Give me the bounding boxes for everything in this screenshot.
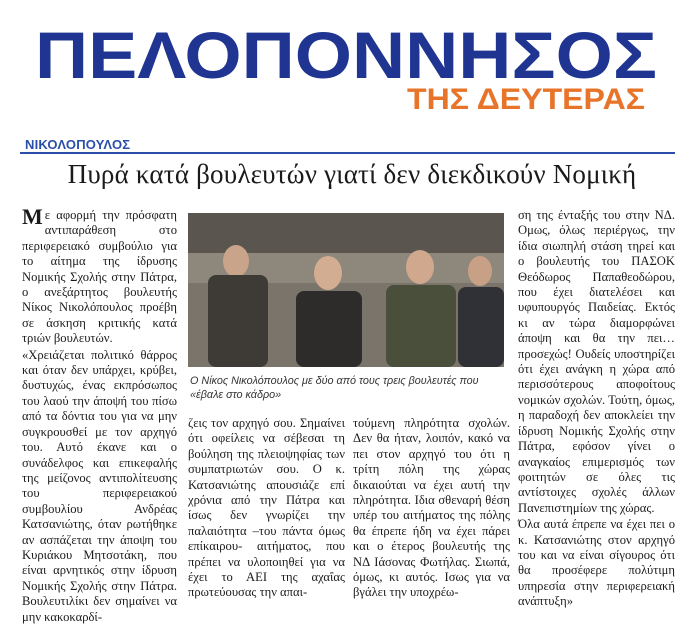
photo-caption: Ο Νίκος Νικολόπουλος με δύο από τους τρεις βουλευτές που «έβαλε στο κάδρο»: [190, 375, 479, 401]
masthead-subtitle: ΤΗΣ ΔΕΥΤΕΡΑΣ: [407, 83, 645, 116]
article-column-1: [22, 204, 177, 626]
article-headline: Πυρά κατά βουλευτών γιατί δεν διεκδικούν Νομική: [67, 159, 637, 189]
kicker-divider: [20, 152, 675, 154]
article-paragraph: ζεις τον αρχηγό σου. Σημαίνει ότι οφείλεις να σέβεσαι τη βούληση της πλειοψηφίας των συμπατριωτών σου. Ο κ. Κατσανιώτης απουσιάζε επί χρόνια από την Πάτρα και ίσως δεν γνωρίζει την παλαιότητα –του πάντα όμως επίκαιρου- αιτήματος, που πρέπει να υλοποιηθεί για να έχει το ΑΕΙ της αχαΐας πρωτεύουσας την απαι-: [188, 416, 345, 600]
article-paragraph: ση της ένταξής του στην ΝΔ. Ομως, όλως περιέργως, την ίδια σιωπηλή στάση τηρεί και ο βουλευτής του ΠΑΣΟΚ Θεόδωρος Παπαθεοδώρου, που έχει διατελέσει και υφυπουργός Παιδείας. Εκτός κι αν τώρα διαμορφώνει άποψη και θα την πει… προσεχώς! Ουδείς υποστηρίζει ότι έχει ανάγκη η χώρα από περισσότερους αποφοίτους νομικών σχολών. Τούτη, όμως, η παραδοχή δεν αποκλείει την ίδρυση Νομικής Σχολής στην Πάτρα, εφόσον γίνει ο αναγκαίος επιμερισμός των φοιτητών σε όλες τις αντίστοιχες σχολές άλλων Πανεπιστημίων της χώρας.: [518, 208, 675, 515]
article-column-3: [353, 416, 510, 602]
article-paragraph: τούμενη πληρότητα σχολών. Δεν θα ήταν, λοιπόν, κακό να πει στον αρχηγό του ότι η τρίτη πόλη της χώρας δικαιούται να έχει αυτή την πληρότητα. Ιδια σθεναρή θέση υπέρ του αιτήματος της πόλης θα έπρεπε ήδη να έχει πάρει και ο έτερος βουλευτής της ΝΔ Ιάσονας Φωτήλας. Σιωπά, όμως, κι αυτός. Ισως για να βγάλει την υποχρέω-: [353, 416, 510, 600]
article-column-2: [188, 416, 345, 602]
article-paragraph: Όλα αυτά έπρεπε να έχει πει ο κ. Κατσανιώτης στον αρχηγό του και να είναι σίγουρος ότι θα προσέφερε πολύτιμη υπηρεσία στην περιφερειακή ανάπτυξη»: [518, 517, 675, 609]
masthead-title: ΠΕΛΟΠΟΝΝΗΣΟΣ: [35, 18, 657, 92]
masthead: [0, 0, 692, 118]
article-photo: [188, 213, 504, 367]
drop-cap: Μ: [22, 204, 43, 229]
masthead-logo: [0, 0, 692, 118]
article-paragraph: «Χρειάζεται πολιτικό θάρρος και όταν δεν υπάρχει, κρύβει, δυστυχώς, ένας εκπρόσωπος του λαού την άποψή του πίσω από τα δόντια του για να μην συγκρουσθεί με τον αρχηγό του. Αυτό έκανε και ο συνάδελφος και επικεφαλής της μείζονος αντιπολίτευσης του περιφερειακού συμβουλίου Ανδρέας Κατσανιώτης, όταν ρωτήθηκε αν ασπάζεται την άποψη του Κυριάκου Μητσοτάκη, που είναι αρνητικός στην ίδρυση Νομικής Σχολής στην Πάτρα. Βουλευτιλίκι δεν σημαίνει να μην κακοκαρδί-: [22, 347, 177, 624]
article-paragraph: [22, 204, 177, 347]
photo-placeholder: [188, 213, 504, 367]
article-column-4: [518, 208, 675, 611]
paragraph-text: ε αφορμή την πρόσφατη αντιπαράθεση στο περιφερειακό συμβούλιο για το αίτημα της ίδρυσης Νομικής Σχολής στην Πάτρα, ο ανεξάρτητος βουλευτής Νίκος Νικολόπουλος προέβη σε άσκηση κριτικής κατά τριών βουλευτών.: [22, 208, 177, 346]
article-kicker: ΝΙΚΟΛΟΠΟΥΛΟΣ: [25, 137, 131, 152]
